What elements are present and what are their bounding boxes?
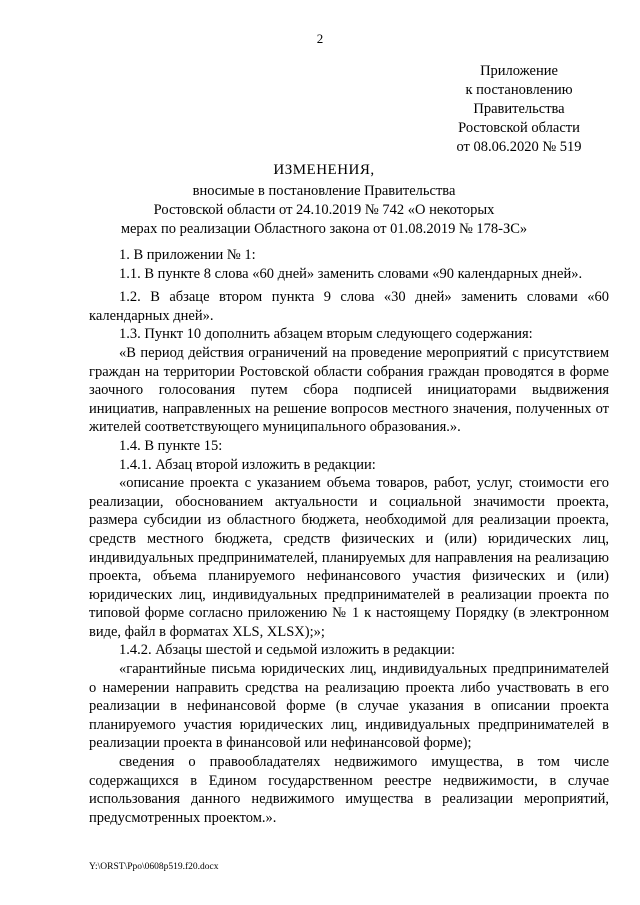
paragraph: 1.3. Пункт 10 дополнить абзацем вторым следующего содержания: [119,326,533,343]
annex-line: Правительства [473,101,565,117]
annex-line: от 08.06.2020 № 519 [456,139,582,155]
title-line: вносимые в постановление Правительства [192,183,456,199]
paragraph: 1.4.2. Абзацы шестой и седьмой изложить в редакции: [119,642,455,659]
title-line: мерах по реализации Областного закона от 01.08.2019 № 178-ЗС» [120,221,528,237]
annex-line: к постановлению [465,82,573,98]
annex-line: Ростовской области [458,120,580,136]
paragraph: 1.1. В пункте 8 слова «60 дней» заменить словами «90 календарных дней». [119,265,583,282]
document-body [89,246,609,827]
paragraph: сведения о правообладателях недвижимого имущества, в том числе содержащихся в Едином государственном реестре недвижимости, в случае использования данного недвижимого имущества в реализации мероприятий, предусмотренных проектом.». [89,754,609,826]
document-title [90,161,558,239]
page-number: 2 [316,31,324,46]
file-path-footer: Y:\ORST\Ppo\0608p519.f20.docx [89,862,219,872]
paragraph: «гарантийные письма юридических лиц, индивидуальных предпринимателей о намерении направить средства на реализацию проекта либо участвовать в его реализации в нефинансовой форме (в случае указания в описании проекта планируемого участия юридических лиц, индивидуальных предпринимателей в реализации проекта в финансовой или нефинансовой форме); [89,661,609,752]
paragraph: 1.2. В абзаце втором пункта 9 слова «30 дней» заменить словами «60 календарных дней». [89,289,609,324]
title-heading: ИЗМЕНЕНИЯ, [273,162,375,178]
paragraph: «В период действия ограничений на проведение мероприятий с присутствием граждан на территории Ростовской области собрания граждан проводятся в форме заочного голосования путем сбора подписей инициаторами выдвижения инициатив, направленных на решение вопросов местного значения, полученных от жителей соответствующего муниципального образования.». [89,344,609,436]
annex-line: Приложение [480,63,558,79]
paragraph: 1.4.1. Абзац второй изложить в редакции: [119,456,376,473]
paragraph: «описание проекта с указанием объема товаров, работ, услуг, стоимости его реализации, обоснованием актуальности и социальной значимости проекта, размера субсидии из областного бюджета, необходимой для реализации проекта, средств местного бюджета, средств физических и (или) юридических лиц, индивидуальных предпринимателей, планируемых для направления на реализацию проекта, объема планируемого нефинансового участия физических и (или) юридических лиц, индивидуальных предпринимателей в реализации проекта по типовой форме согласно приложению № 1 к настоящему Порядку (в электронном виде, файл в форматах XLS, XLSX);»; [89,475,609,640]
paragraph: 1. В приложении № 1: [119,247,256,263]
paragraph: 1.4. В пункте 15: [119,437,223,454]
title-line: Ростовской области от 24.10.2019 № 742 «О некоторых [153,202,495,218]
annex-block [446,62,592,157]
